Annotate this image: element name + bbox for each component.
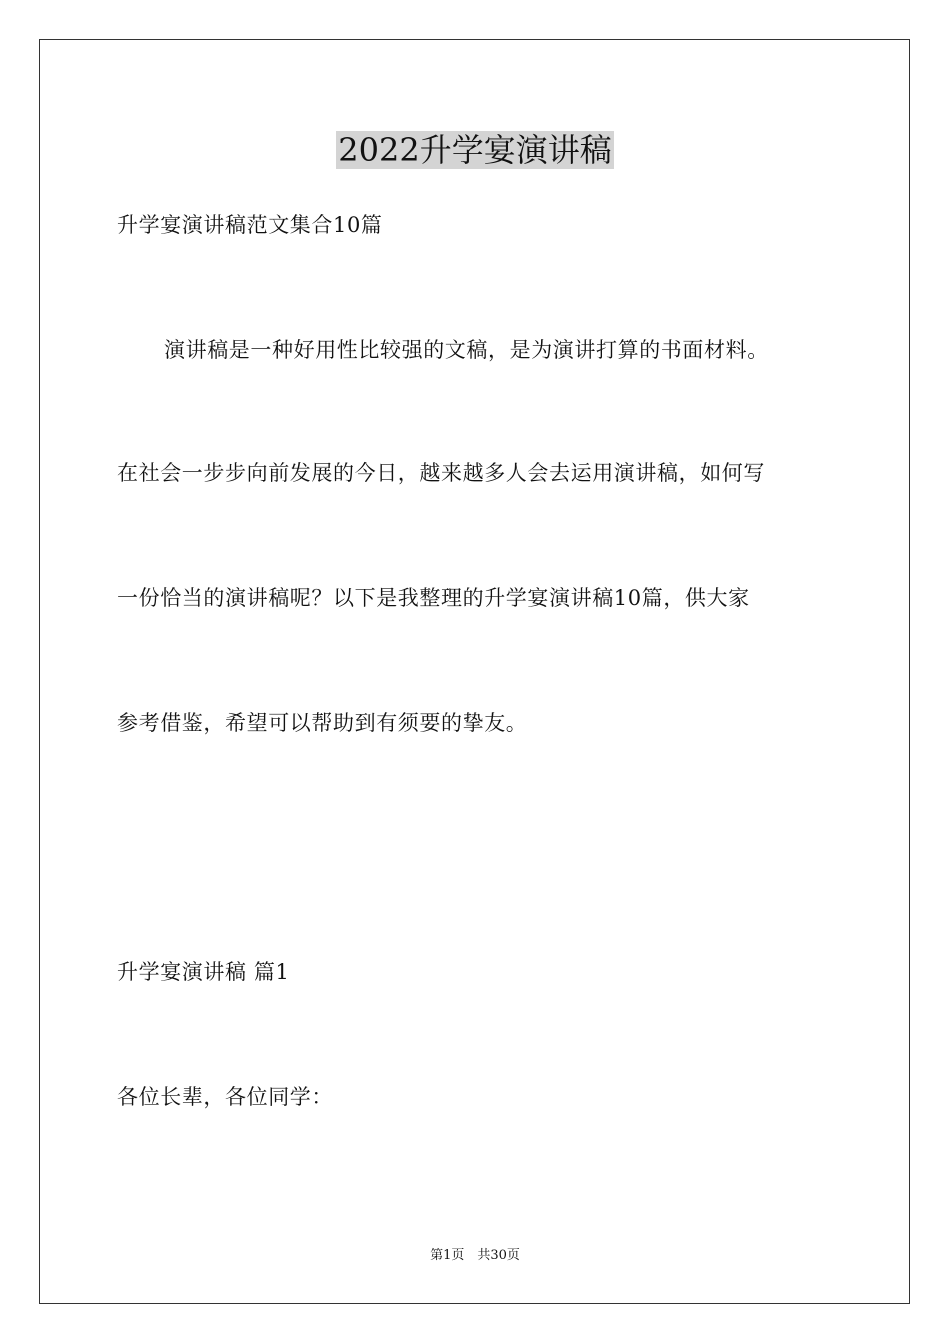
document-title [0, 126, 950, 174]
section-heading: 升学宴演讲稿 篇1 [117, 960, 290, 984]
intro-line-2: 在社会一步步向前发展的今日，越来越多人会去运用演讲稿，如何写 [117, 461, 765, 485]
greeting-line: 各位长辈，各位同学： [117, 1085, 333, 1109]
document-title-text: 2022升学宴演讲稿 [338, 131, 612, 169]
intro-line-3: 一份恰当的演讲稿呢？以下是我整理的升学宴演讲稿10篇，供大家 [117, 586, 750, 610]
document-subtitle: 升学宴演讲稿范文集合10篇 [117, 213, 383, 237]
page-footer: 第1页 共30页 [430, 1248, 520, 1263]
intro-line-4: 参考借鉴，希望可以帮助到有须要的挚友。 [117, 711, 528, 735]
intro-line-1: 演讲稿是一种好用性比较强的文稿，是为演讲打算的书面材料。 [164, 338, 769, 362]
